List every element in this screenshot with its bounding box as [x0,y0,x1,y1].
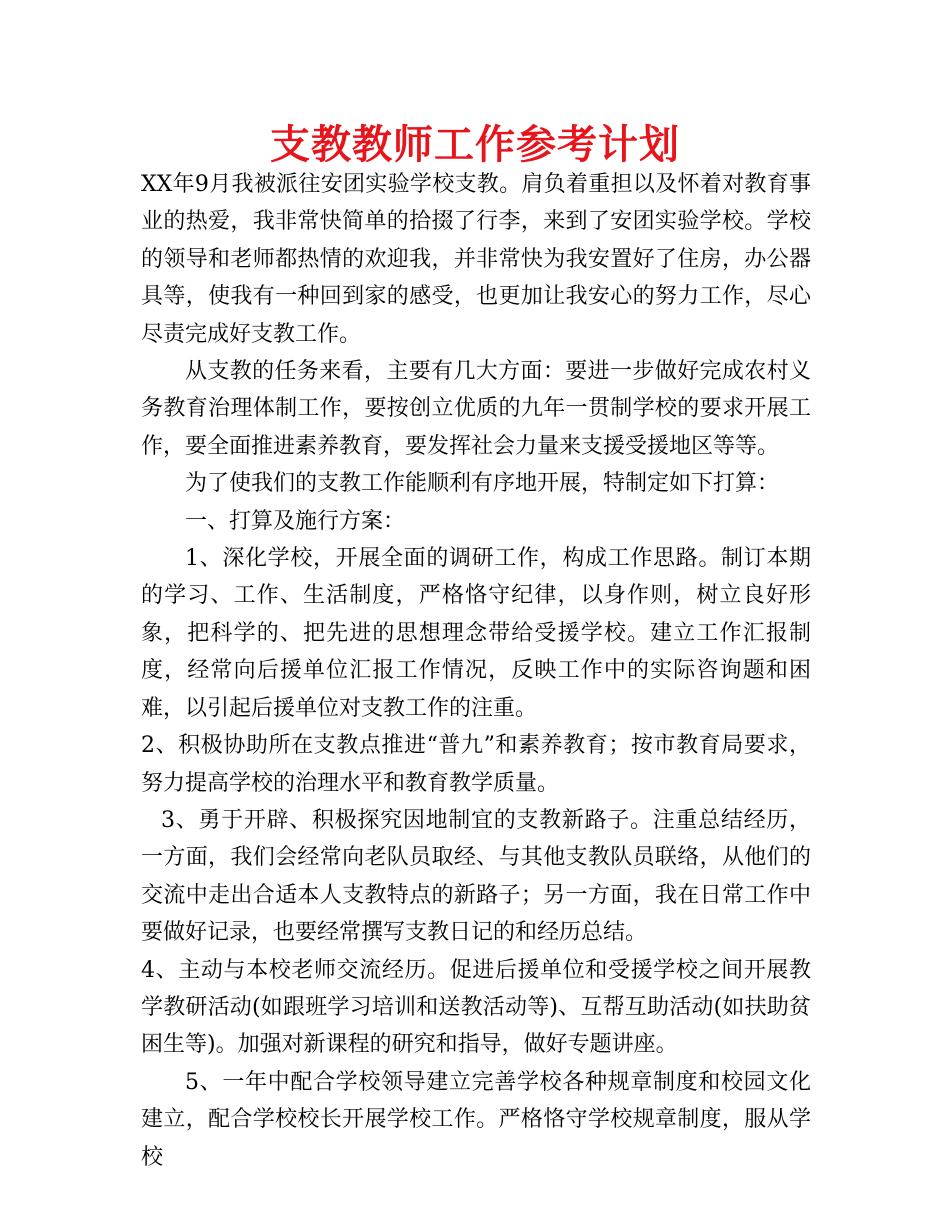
list-item-1: 1、深化学校，开展全面的调研工作，构成工作思路。制订本期的学习、工作、生活制度，严格恪守纪律，以身作则，树立良好形象，把科学的、把先进的思想理念带给受援学校。建立工作汇报制度，经常向后援单位汇报工作情况，反映工作中的实际咨询题和困难，以引起后援单位对支教工作的注重。 [141,546,811,721]
list-item-3: 3、勇于开辟、积极探究因地制宜的支教新路子。注重总结经历，一方面，我们会经常向老队员取经、与其他支教队员联络，从他们的交流中走出合适本人支教特点的新路子；另一方面，我在日常工作中要做好记录，也要经常撰写支教日记的和经历总结。 [141,807,811,946]
paragraph-intro: XX年9月我被派往安团实验学校支教。肩负着重担以及怀着对教育事业的热爱，我非常快简单的拾掇了行李，来到了安团实验学校。学校的领导和老师都热情的欢迎我，并非常快为我安置好了住房，办公器具等，使我有一种回到家的感受，也更加让我安心的努力工作，尽心尽责完成好支教工作。 [141,172,811,347]
document-title: 支教教师工作参考计划 [270,122,680,168]
paragraph-tasks: 从支教的任务来看，主要有几大方面：要进一步做好完成农村义务教育治理体制工作，要按创立优质的九年一贯制学校的要求开展工作，要全面推进素养教育，要发挥社会力量来支援受援地区等等。 [141,359,811,459]
section-heading-plan: 一、打算及施行方案： [185,508,406,534]
list-item-2: 2、积极协助所在支教点推进“普九”和素养教育；按市教育局要求，努力提高学校的治理水平和教育教学质量。 [141,733,811,796]
paragraph-purpose: 为了使我们的支教工作能顺利有序地开展，特制定如下打算： [185,471,780,497]
document-body [141,166,811,1176]
list-item-4: 4、主动与本校老师交流经历。促进后援单位和受援学校之间开展教学教研活动(如跟班学习培训和送教活动等)、互帮互助活动(如扶助贫困生等)。加强对新课程的研究和指导，做好专题讲座。 [141,957,811,1058]
list-item-5: 5、一年中配合学校领导建立完善学校各种规章制度和校园文化建立，配合学校校长开展学校工作。严格恪守学校规章制度，服从学校 [141,1069,811,1170]
